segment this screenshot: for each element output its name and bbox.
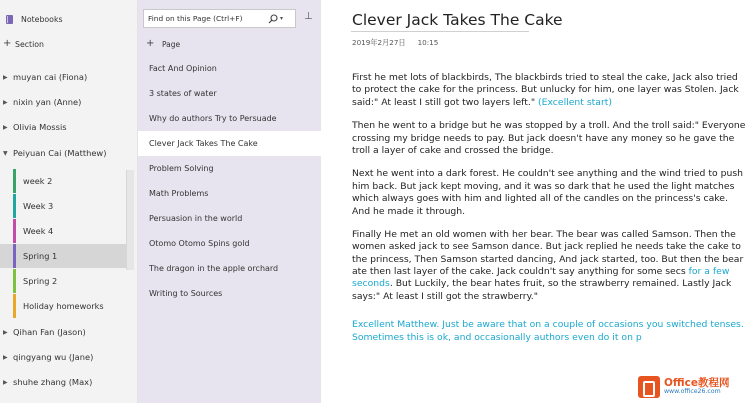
teacher-note[interactable]: Sometimes this is ok, and occasionally authors even do it on p <box>352 331 642 343</box>
section-color-tab <box>13 244 16 268</box>
page-item-label: Math Problems <box>149 189 209 198</box>
page-date: 2019年2月27日 <box>352 38 406 47</box>
teacher-comment: (Excellent start) <box>538 96 613 108</box>
section-color-tab <box>13 219 16 243</box>
section-group-muyan-cai[interactable] <box>0 66 138 88</box>
section-week-4[interactable] <box>0 219 126 243</box>
office-logo-icon <box>638 376 660 398</box>
add-page-button[interactable] <box>146 36 180 52</box>
page-item-3-states-of-water[interactable] <box>138 81 321 106</box>
pin-icon[interactable]: ⊥ <box>304 11 313 22</box>
paragraph[interactable]: Then he went to a bridge but he was stopped by a troll. And the troll said:" Everyone crossing my bridge needs to pay. But jack doesn't have any money so he gave the troll a layer of cake and crossed the bridge. <box>352 120 746 156</box>
section-label: Spring 1 <box>23 251 58 261</box>
chevron-right-icon: ▶ <box>3 378 8 386</box>
chevron-right-icon: ▶ <box>3 353 8 361</box>
page-item-writing-to-sources[interactable] <box>138 281 321 306</box>
section-label: Spring 2 <box>23 276 58 286</box>
page-item-label: Fact And Opinion <box>149 64 217 73</box>
find-on-page-box[interactable] <box>143 9 296 28</box>
page-item-dragon-apple-orchard[interactable] <box>138 256 321 281</box>
page-title[interactable]: Clever Jack Takes The Cake <box>352 11 563 29</box>
paragraph[interactable]: Next he went into a dark forest. He couldn't see anything and the wind tried to push him back. But jack kept moving, and it was so dark that he used the light matches which always goes with him and lighted all of the candles on the princess's cake. And he made it through. <box>352 168 744 217</box>
page-item-label: The dragon in the apple orchard <box>149 264 279 273</box>
page-item-label: 3 states of water <box>149 89 217 98</box>
search-icon[interactable] <box>268 14 278 24</box>
section-week-2[interactable] <box>0 169 126 193</box>
page-date-time <box>352 38 438 48</box>
section-group-peiyuan-cai[interactable] <box>0 142 138 164</box>
page-item-why-authors-persuade[interactable] <box>138 106 321 131</box>
section-label: week 2 <box>23 176 53 186</box>
section-group-label: qingyang wu (Jane) <box>13 352 94 362</box>
page-item-otomo-spins-gold[interactable] <box>138 231 321 256</box>
page-item-label: Persuasion in the world <box>149 214 243 223</box>
section-group-nixin-yan[interactable] <box>0 91 138 113</box>
chevron-right-icon: ▶ <box>3 328 8 336</box>
page-item-label: Otomo Otomo Spins gold <box>149 239 250 248</box>
section-group-label: Olivia Mossis <box>13 122 67 132</box>
plus-icon: + <box>146 38 155 49</box>
section-group-shuhe-zhang[interactable] <box>0 371 138 393</box>
section-group-qihan-fan[interactable] <box>0 321 138 343</box>
add-page-label: Page <box>162 39 181 49</box>
section-spring-1[interactable] <box>0 244 126 268</box>
section-label: Holiday homeworks <box>23 301 104 311</box>
section-group-label: shuhe zhang (Max) <box>13 377 93 387</box>
section-group-qingyang-wu[interactable] <box>0 346 138 368</box>
page-item-math-problems[interactable] <box>138 181 321 206</box>
notebooks-title: Notebooks <box>21 14 63 24</box>
section-color-tab <box>13 269 16 293</box>
chevron-down-icon: ▼ <box>3 149 8 157</box>
section-holiday-homeworks[interactable] <box>0 294 126 318</box>
add-section-label: Section <box>15 39 44 49</box>
paragraph[interactable] <box>352 72 748 109</box>
section-color-tab <box>13 194 16 218</box>
section-week-3[interactable] <box>0 194 126 218</box>
section-group-olivia-mossis[interactable] <box>0 116 138 138</box>
title-underline <box>351 31 529 32</box>
notebook-icon <box>6 15 13 24</box>
chevron-right-icon: ▶ <box>3 73 8 81</box>
watermark-brand: Office教程网 <box>664 376 730 389</box>
page-item-clever-jack[interactable] <box>138 131 321 156</box>
page-content-canvas[interactable] <box>321 0 756 403</box>
notebooks-header[interactable] <box>0 10 138 28</box>
watermark-url: www.office26.com <box>664 388 721 396</box>
section-group-label: muyan cai (Fiona) <box>13 72 88 82</box>
find-on-page-input[interactable] <box>144 14 266 23</box>
page-item-fact-and-opinion[interactable] <box>138 56 321 81</box>
page-item-label: Clever Jack Takes The Cake <box>149 139 258 148</box>
page-item-persuasion-in-the-world[interactable] <box>138 206 321 231</box>
section-group-label: Qihan Fan (Jason) <box>13 327 86 337</box>
notebook-navigation-pane <box>0 0 138 403</box>
section-color-tab <box>13 294 16 318</box>
add-section-button[interactable] <box>0 35 138 53</box>
page-time: 10:15 <box>417 38 439 47</box>
paragraph-text: First he met lots of blackbirds, The blackbirds tried to steal the cake, Jack also tried to protect the cake for the princess. But unlucky for him, one layer was Stolen. Jack said:" At least I still got two layers left." <box>352 72 739 108</box>
section-label: Week 4 <box>23 226 54 236</box>
teacher-comment: for a few seconds <box>352 266 730 290</box>
plus-icon: + <box>3 38 12 49</box>
section-group-label: nixin yan (Anne) <box>13 97 82 107</box>
paragraph-text: . But Luckily, the bear hates fruit, so the strawberry remained. Lastly Jack says:" At least I still got the strawberry." <box>352 278 732 302</box>
section-color-tab <box>13 169 16 193</box>
navigation-scrollbar[interactable] <box>126 170 134 270</box>
page-item-label: Why do authors Try to Persuade <box>149 114 277 123</box>
paragraph-text: Finally He met an old women with her bear. The bear was called Samson. Then the women asked jack to see Samson dance. But jack replied he needs take the cake to the princess, Then Samson started dancing, And jack started, too. But then the bear ate then last layer of the cake. Jack couldn't say anything for some secs <box>352 228 744 278</box>
page-item-label: Problem Solving <box>149 164 214 173</box>
chevron-right-icon: ▶ <box>3 98 8 106</box>
paragraph[interactable] <box>352 229 748 303</box>
page-item-label: Writing to Sources <box>149 289 223 298</box>
teacher-note[interactable]: Excellent Matthew. Just be aware that on a couple of occasions you switched tenses. <box>352 319 744 331</box>
page-item-problem-solving[interactable] <box>138 156 321 181</box>
chevron-down-icon[interactable]: ▾ <box>280 15 284 22</box>
section-spring-2[interactable] <box>0 269 126 293</box>
chevron-right-icon: ▶ <box>3 123 8 131</box>
page-list-pane <box>138 0 321 403</box>
page-body-text[interactable] <box>352 72 748 355</box>
section-group-label: Peiyuan Cai (Matthew) <box>13 148 107 158</box>
watermark <box>638 371 756 403</box>
section-label: Week 3 <box>23 201 54 211</box>
